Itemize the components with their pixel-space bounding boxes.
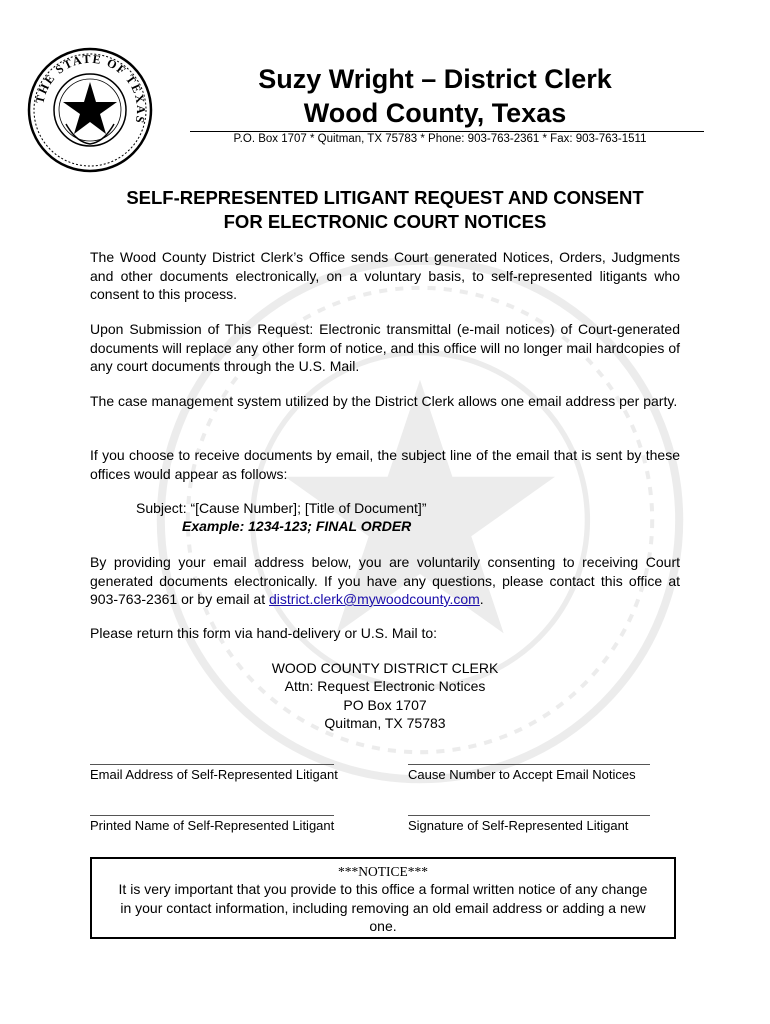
county-name: Wood County, Texas xyxy=(303,98,567,128)
paragraph-submission: Upon Submission of This Request: Electronic transmittal (e-mail notices) of Court-generated documents will replace any other form of notice, and this office will no longer mail hardcopies of any court documents through the U.S. Mail. xyxy=(90,321,680,374)
address-line1: WOOD COUNTY DISTRICT CLERK xyxy=(271,660,499,676)
signature-label: Signature of Self-Represented Litigant xyxy=(408,818,629,833)
state-seal-icon xyxy=(26,46,154,174)
paragraph-intro: The Wood County District Clerk’s Office sends Court generated Notices, Orders, Judgments and other documents electronically, on a voluntary basis, to self-represented litigants who consent to this process. xyxy=(90,249,680,302)
address-line4: Quitman, TX 75783 xyxy=(324,715,446,731)
paragraph-subject-line: If you choose to receive documents by email, the subject line of the email that is sent by these offices would appear as follows: xyxy=(90,447,680,482)
consent-period: . xyxy=(479,591,484,607)
printed-name-label: Printed Name of Self-Represented Litigant xyxy=(90,818,335,833)
paragraph-consent xyxy=(90,553,680,609)
cause-number-label: Cause Number to Accept Email Notices xyxy=(408,767,636,782)
address-line2: Attn: Request Electronic Notices xyxy=(284,678,486,694)
clerk-name: Suzy Wright – District Clerk xyxy=(258,64,612,94)
signature-line[interactable] xyxy=(408,815,650,816)
printed-name-line[interactable] xyxy=(90,815,334,816)
cause-number-line[interactable] xyxy=(408,764,650,765)
document-title-line2: FOR ELECTRONIC COURT NOTICES xyxy=(223,211,547,232)
paragraph-return: Please return this form via hand-delivery or U.S. Mail to: xyxy=(90,625,438,641)
address-line3: PO Box 1707 xyxy=(343,697,427,713)
subject-format: Subject: “[Cause Number]; [Title of Document]” xyxy=(136,500,427,516)
email-address-line[interactable] xyxy=(90,764,334,765)
paragraph-one-email: The case management system utilized by the District Clerk allows one email address per party. xyxy=(90,393,678,409)
consent-text: By providing your email address below, you are voluntarily consenting to receiving Court generated documents electronically. If you have any questions, please contact this office at 903-763-2361 or by email at xyxy=(90,554,680,607)
notice-body: It is very important that you provide to this office a formal written notice of any change in your contact information, including removing an old email address or adding a new one. xyxy=(118,881,648,934)
notice-heading: ***NOTICE*** xyxy=(338,864,428,879)
contact-info: P.O. Box 1707 * Quitman, TX 75783 * Phone: 903-763-2361 * Fax: 903-763-1511 xyxy=(233,133,647,145)
document-title-line1: SELF-REPRESENTED LITIGANT REQUEST AND CONSENT xyxy=(126,187,644,208)
email-address-label: Email Address of Self-Represented Litigant xyxy=(90,767,338,782)
subject-example: Example: 1234-123; FINAL ORDER xyxy=(182,518,412,534)
header-divider xyxy=(190,131,704,132)
seal-ring-text: THE STATE OF TEXAS xyxy=(32,51,149,126)
notice-box xyxy=(90,857,676,939)
clerk-email-link[interactable]: district.clerk@mywoodcounty.com xyxy=(269,591,480,607)
